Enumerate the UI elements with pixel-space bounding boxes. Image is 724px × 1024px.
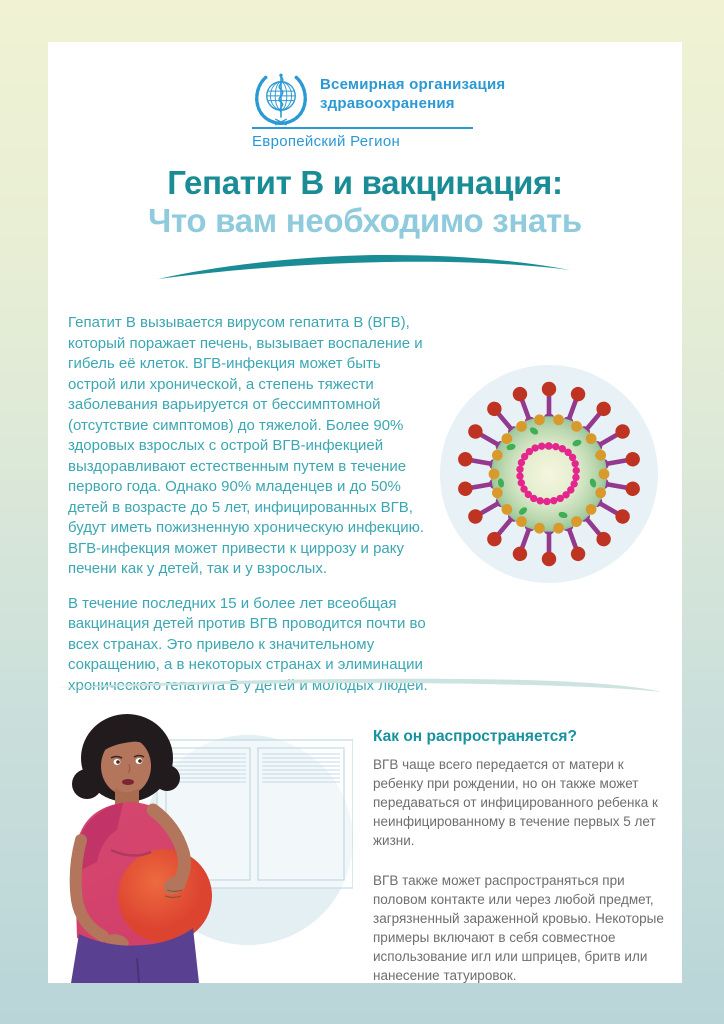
org-name-line2: здравоохранения: [320, 95, 455, 112]
logo-divider-rule: [252, 127, 473, 129]
who-emblem-icon: [252, 68, 310, 128]
page-title-line1: Гепатит В и вакцинация:: [167, 164, 563, 201]
page-title-line2: Что вам необходимо знать: [148, 202, 582, 239]
transmission-paragraph-1: ВГВ чаще всего передается от матери к ребенку при рождении, но он также может передаваться от инфицированного ребенка к неинфицированному в течение первых 5 лет жизни.: [373, 757, 658, 848]
who-logotype: [320, 75, 505, 113]
staff-head: [279, 74, 282, 77]
transmission-section: [373, 728, 676, 983]
intro-paragraph-1: Гепатит В вызывается вирусом гепатита В (ВГВ), который поражает печень, вызывает воспаление и гибель её клеток. ВГВ-инфекция может быть острой или хронической, а степень тяжести заболевания варьируется от бессимптомной (отсутствие симптомов) до тяжелой. Более 90% здоровых взрослых с острой ВГВ-инфекцией выздоравливают естественным путем в течение первого года. Однако 90% младенцев и до 50% детей в возрасте до 5 лет, инфицированных ВГВ, будут иметь пожизненную хроническую инфекцию. ВГВ-инфекция может привести к циррозу и раку печени как у детей, так и у взрослых.: [68, 314, 425, 577]
pregnant-woman-icon: [53, 700, 353, 983]
transmission-heading: Как он распространяется?: [373, 728, 577, 745]
intro-paragraph-2: В течение последних 15 и более лет всеобщая вакцинация детей против ВГВ проводится почти во всех странах. Это привело к значительному сокращению, а в некоторых странах и элиминации хронического гепатита В у детей и молодых людей.: [68, 594, 428, 694]
title-underline-brush: [154, 248, 574, 284]
region-label: Европейский Регион: [252, 133, 401, 150]
section-divider-brush: [56, 672, 664, 698]
page-title: [48, 164, 682, 240]
hepatitis-virus-icon: [437, 363, 661, 585]
transmission-paragraph-2: ВГВ также может распространяться при половом контакте или через любой предмет, загрязненный зараженной кровью. Некоторые примеры включают в себя совместное использование игл или шприцев, бритв или нанесение татуировок.: [373, 873, 664, 983]
org-name-line1: Всемирная организация: [320, 76, 506, 93]
document-page: [48, 42, 682, 983]
intro-text-block: [68, 313, 430, 710]
